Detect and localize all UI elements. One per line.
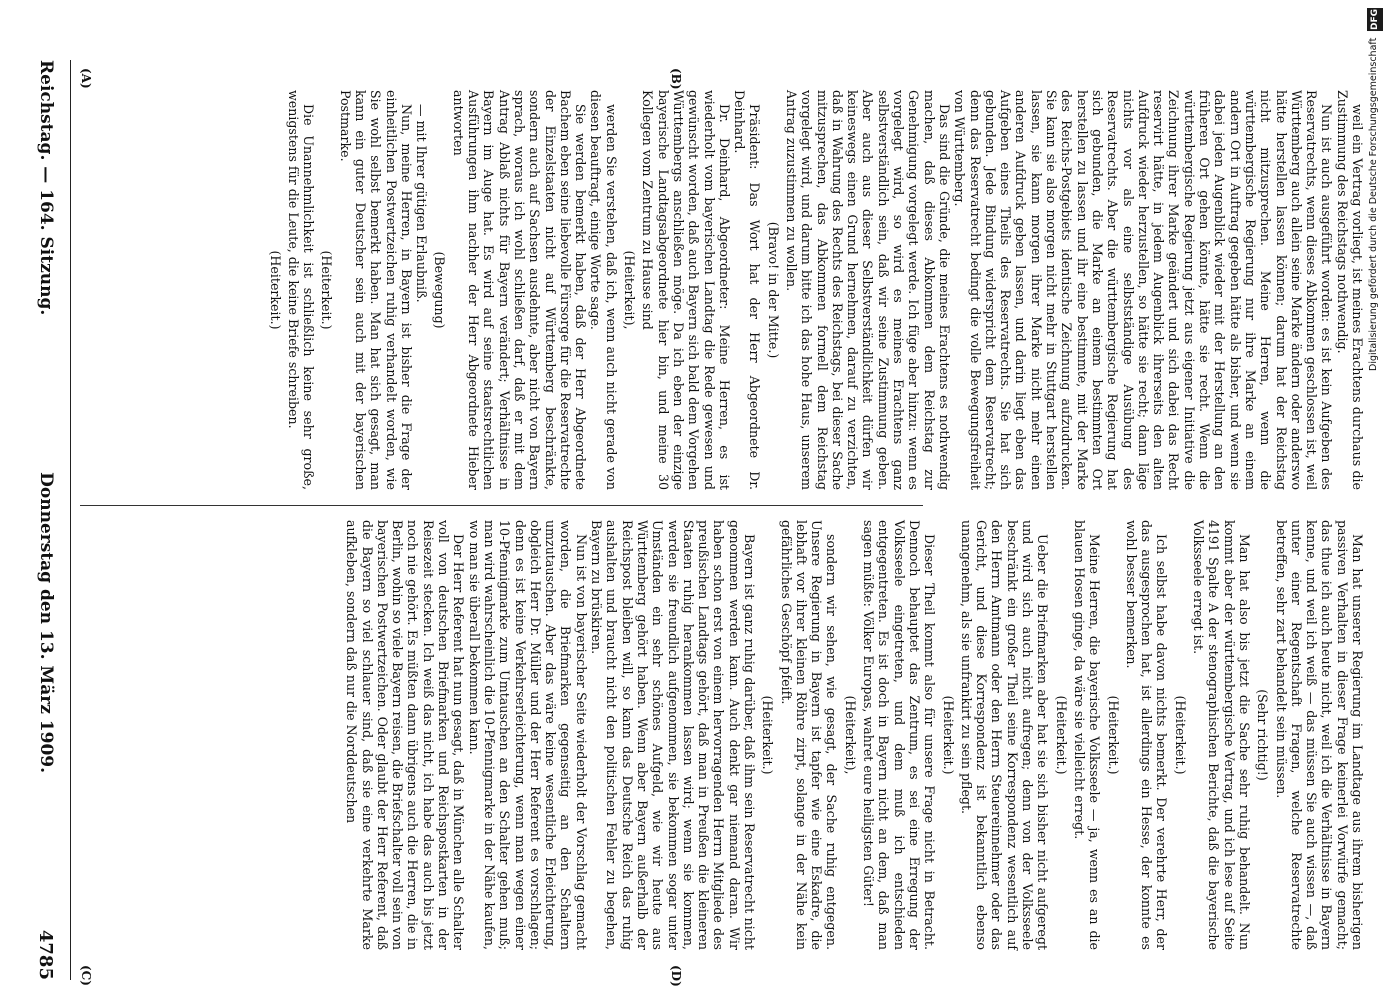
paragraph: Das sind die Gründe, die meines Erachtens es nothwendig machen, daß dieses Abkommen dem Reichstag zur Genehmigung vorgelegt werde. Ich füge aber hinzu: wenn es vorgelegt wird, so wird es meines Erachtens ganz selbstverständlich sein, daß wir seine Zustimmung geben. Aber auch aus dieser Selbstverständlichkeit dürfen wir keineswegs einen Grund hernehmen, darauf zu verzichten, daß in Wahrung des Rechts des Reichstags, bei dieser Sache mitzusprechen, das Abkommen formell dem Reichstag vorgelegt wird, und darum bitte ich das hohe Haus, unserem Antrag zuzustimmen zu wollen.: [784, 90, 952, 490]
interjection: (Heiterkeit.): [267, 250, 283, 330]
interjection: (Heiterkeit.): [940, 695, 956, 775]
paragraph: Man hat also bis jetzt die Sache sehr ruhig behandelt. Nun kommt aber der württembergische Vertrag, und ich lese auf Seite 4191 Spalte A der stenographischen Berichte, daß die bayerische Volksseele erregt ist.: [1191, 520, 1252, 950]
margin-marker-a: (A): [79, 68, 93, 89]
interjection: (Bravo! in der Mitte.): [765, 221, 781, 359]
paragraph: Ich selbst habe davon nichts bemerkt. Der verehrte Herr, der das ausgesprochen hat, ist allerdings ein Hesse, der konnte es wohl besser bemerken.: [1123, 520, 1170, 950]
interjection: (Heiterkeit),: [842, 695, 858, 775]
paragraph: Nun, meine Herren, in Bayern ist bisher die Frage der einheitlichen Postwertzeichen ruhig verhandelt worden, wie Sie wohl selbst bemerkt haben. Man hat sich gesagt, man kann ein guter Deutscher sein auch mit der bayerischen Postmarke.: [337, 90, 414, 490]
paragraph: Die Unannehmlichkeit ist schließlich keine sehr große, wenigstens für die Leute, die keine Briefe schreiben.: [285, 90, 317, 490]
page-header: [29, 60, 63, 980]
header-rule: [70, 60, 71, 980]
paragraph: Der Herr Referent hat nun gesagt, daß in München alle Schalter voll von deutschen Briefmarken und Reichspostkarten in der Reisezeit stecken. Ich weiß das nicht, ich habe das auch bis jetzt noch nie gehört. Es müßten dann übrigens auch die Herren, die in Berlin, wohin so viele Bayern reisen, die Briefschalter voll sein von bayerischen Postwertzeichen. Oder glaubt der Herr Referent, daß die Bayern so viel schlauer sind, daß sie eine verkehrte Marke aufkleben, sondern daß nur die Norddeutschen: [344, 520, 467, 950]
paragraph: Dr. Deinhard, Abgeordneter: Meine Herren, es ist wiederholt vom bayerischen Landtag die Rede gewesen und gewünscht worden, daß auch Bayern sich bald dem Vorgehen Württembergs anschließen möge. Da ich eben der einzige bayerische Landtagsabgeordnete hier bin, und meine 30 Kollegen vom Zentrum zu Hause sind: [640, 90, 732, 490]
margin-marker-d: (D): [669, 965, 683, 987]
sidenote-text: Digitalisierung gefördert durch die Deutsche Forschungsgemeinschaft: [1368, 38, 1379, 372]
dfg-logo: DFG: [1367, 8, 1383, 31]
margin-marker-b: (B): [669, 68, 683, 90]
paragraph: Ueber die Briefmarken aber hat sie sich bisher nicht aufgeregt und wird sich auch nicht aufregen; denn von der Volksseele beschränkt ein großer Theil seine Korrespondenz wesentlich auf den Herrn Amtmann oder den Herrn Steuereinnehmer oder das Gericht, und diese Korrespondenz ist bekanntlich ebenso unangenehm, als sie unfrankirt zu sein pflegt.: [958, 520, 1051, 950]
sidenote-strip: [1366, 8, 1382, 708]
page-number: 4785: [35, 929, 57, 980]
interjection: (Sehr richtig!): [1255, 689, 1271, 781]
paragraph: weil ein Vertrag vorliegt, ist meines Erachtens durchaus die Zustimmung des Reichstags nothwendig.: [1334, 90, 1365, 490]
paragraph: Präsident: Das Wort hat der Herr Abgeordnete Dr. Deinhard.: [732, 90, 763, 490]
paragraph: Man hat unserer Regierung im Landtage aus ihrem bisherigen passiven Verhalten in dieser Frage keinerlei Vorwürfe gemacht; das thue ich auch heute nicht, weil ich die Verhältnisse in Bayern kenne, und weil ich weiß — das müssen Sie auch wissen —, daß unter einer Regentschaft Fragen, welche Reservatrechte betreffen, sehr zart behandelt sein müssen.: [1273, 520, 1365, 950]
right-column: [80, 520, 1365, 950]
paragraph: Nun ist von bayerischer Seite wiederholt der Vorschlag gemacht worden, die Briefmarken gegenseitig an den Schaltern umzutauschen. Aber das wäre keine wesentliche Erleichterung, obgleich Herr Dr. Müller und der Herr Referent es vorschlagen; denn es ist keine Verkehrserleichterung, wenn man wegen einer 10-Pfennigmarke zum Umtauschen an den Schalter gehen muß; man wird wahrscheinlich die 10-Pfennigmarke in der Nähe kaufen, wo man sie überall bekommen kann.: [466, 520, 589, 950]
interjection: (Heiterkeit.): [760, 695, 776, 775]
paragraph: Bayern ist ganz ruhig darüber, daß ihm sein Reservatrecht nicht genommen werden kann. Auch denkt gar niemand daran. Wir haben schon erst von einem hervorragenden Herrn Mitgliede des preußischen Landtags gehört, daß man in Preußen die kleineren Staaten ruhig herankommen lassen wird; wenn sie kommen, werden sie freundlich aufgenommen, sie bekommen sogar unter Umständen ein sehr schönes Aufgeld, wie wir heute aus Württemberg gehört haben. Wenn aber Bayern außerhalb der Reichspost bleiben will, so kann das Deutsche Reich das ruhig aushalten und braucht nicht den politischen Fehler zu begehen, Bayern zu brüskiren.: [589, 520, 758, 950]
header-left: Reichstag. — 164. Sitzung.: [36, 60, 56, 316]
header-date: Donnerstag den 13. März 1909.: [36, 472, 56, 774]
interjection: (Heiterkeit.): [1172, 695, 1188, 775]
paragraph: Meine Herren, die bayerische Volksseele — ja, wenn es an die blauen Hosen ginge, da wäre sie vielleicht erregt.: [1071, 520, 1103, 950]
paragraph: — mit Ihrer gütigen Erlaubniß.: [414, 104, 430, 303]
paragraph: sondern wir sehen, wie gesagt, der Sache ruhig entgegen. Unsere Regierung in Bayern ist tapfer wie eine Eskadre, die lebhaft vor ihrer kleinen Röhre zirpt, solange in der Nähe kein gefährliches Geschöpf pfeift.: [778, 520, 840, 950]
margin-marker-c: (C): [79, 965, 93, 986]
paragraph: Sie werden bemerkt haben, daß der Herr Abgeordnete Bachem eben seine liebevolle Fürsorge für die Reservatrechte der Einzelstaaten nicht auf Württemberg beschränkte, sondern auch auf Sachsen ausdehnte, aber nicht von Bayern sprach, woraus ich wohl schließen darf, daß er mit dem Antrag Ablaß nichts für Bayern verändert; Verhältnisse in Bayern im Auge hat. Es wird auf seine staatsrechtlichen Ausführungen ihm nachher der Herr Abgeordnete Hieber antworten: [450, 90, 589, 490]
interjection: (Heiterkeit),: [622, 250, 638, 330]
paragraph: Nun ist auch ausgeführt worden: es ist kein Aufgeben des Reservatrechts, wenn dieses Abkommen geschlossen ist, weil Württemberg auch allein seine Marke ändern oder anderswo hätte herstellen lassen können; darum hat der Reichstag nicht mitzusprechen. Meine Herren, wenn die württembergische Regierung nur ihre Marke an einem andern Ort in Auftrag gegeben hätte als bisher, und wenn sie dabei jeden Augenblick wieder mit der Herstellung an den früheren Ort gehen könnte, hätte sie recht. Wenn die württembergische Regierung jetzt aus eigener Initiative die Zeichnung ihrer Marke geändert und sich dabei das Recht reservirt hätte, in jedem Augenblick ihrerseits den alten Aufdruck wieder herzustellen, so hätte sie recht; dann läge nichts vor als eine selbstständige Ausübung des Reservatrechts. Aber die württembergische Regierung hat sich gebunden, die Marke an einem bestimmten Ort herstellen zu lassen und ihr eine bestimmte, mit der Marke des Reichs-Postgebiets identische Zeichnung aufzudrucken. Sie kann sie also morgen nicht mehr in Stuttgart herstellen lassen, sie kann morgen ihrer Marke nicht mehr einen anderen Aufdruck geben lassen, und darin liegt eben das Aufgeben eines Theils des Reservatrechts. Sie hat sich gebunden. Jede Bindung widerspricht dem Reservatrecht; denn das Reservatrecht bedingt die volle Bewegungsfreiheit von Württemberg.: [952, 90, 1335, 490]
column-divider: [80, 505, 923, 506]
interjection: (Heiterkeit.): [319, 250, 335, 330]
paragraph: Dieser Theil kommt also für unsere Frage nicht in Betracht. Dennoch behauptet das Zentrum, es sei eine Erregung der Volksseele eingetreten, und dem muß ich entschieden entgegentreten. Es ist doch in Bayern nicht an dem, daß man sagen müßte: Völker Europas, wahret eure heiligsten Güter!: [861, 520, 938, 950]
paragraph: werden Sie verstehen, daß ich, wenn auch nicht gerade von diesen beauftragt, einige Worte sage.: [588, 90, 619, 490]
left-column: [80, 90, 1365, 490]
interjection: (Bewegung): [432, 251, 448, 329]
interjection: (Heiterkeit.): [1053, 695, 1069, 775]
interjection: (Heiterkeit.): [1105, 695, 1121, 775]
